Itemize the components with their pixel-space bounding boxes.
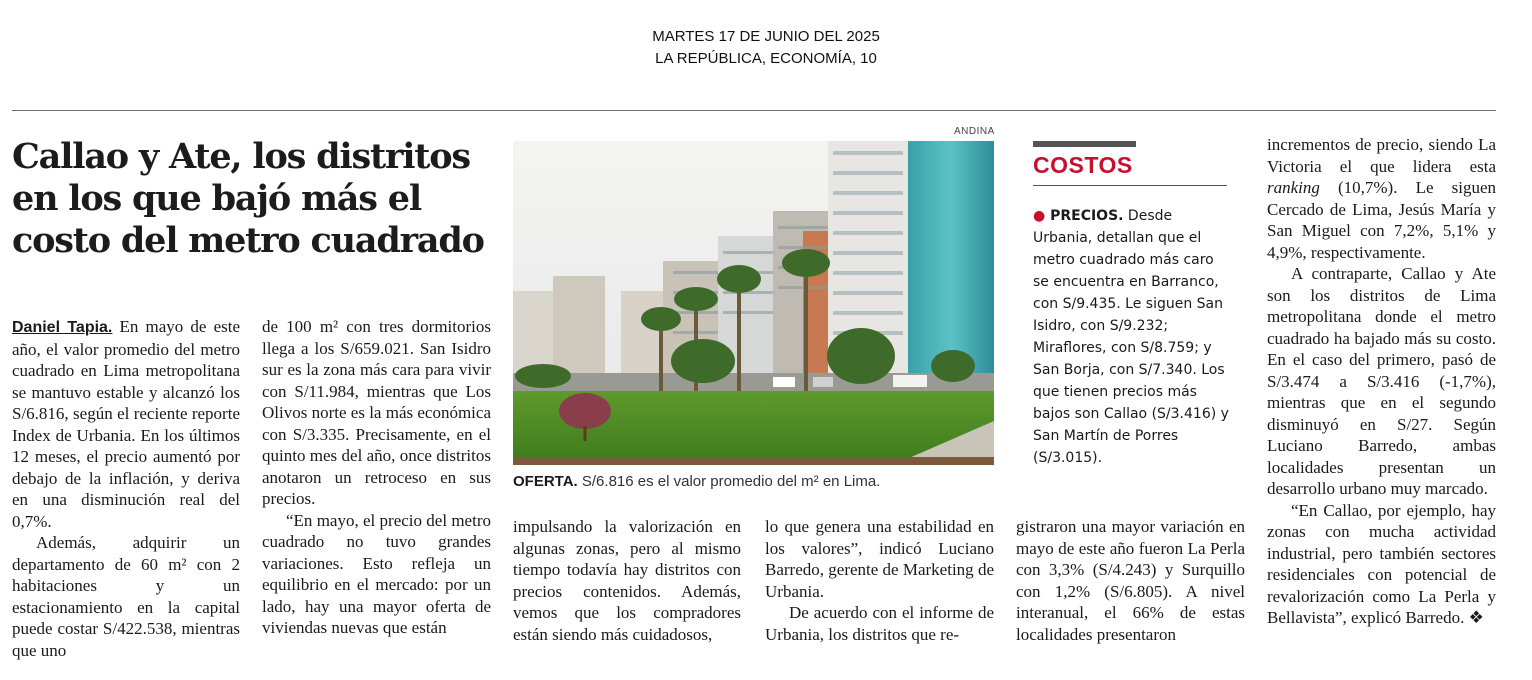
sidebar-text [1033, 205, 1233, 469]
paragraph-text: impulsando la valorización en algunas zonas, pero al mismo tiempo todavía hay distritos con precios contenidos. Además, vemos que los compradores están siendo más cuidadosos, [513, 517, 741, 644]
photo-credit: ANDINA [954, 126, 995, 137]
paragraph-text: incrementos de precio, siendo La Victoria el que lidera esta [1267, 135, 1496, 176]
sidebar-accent-bar [1033, 141, 1136, 147]
bullet-icon: ● [1033, 208, 1046, 224]
caption-label: OFERTA. [513, 473, 578, 490]
paragraph-text: de 100 m² con tres dormitorios llega a los S/659.021. San Isidro sur es la zona más cara para vivir con S/11.984, mientras que Los Olivos norte es la más económica con S/3.335. Precisamente, en el quinto mes del año, once distritos anotaron un retroceso en sus precios. [262, 317, 491, 508]
caption-text: S/6.816 es el valor promedio del m² en Lima. [577, 473, 881, 490]
issue-date: MARTES 17 DE JUNIO DEL 2025 [652, 28, 880, 45]
paragraph-text: “En mayo, el precio del metro cuadrado no tuvo grandes variaciones. Esto refleja un equilibrio en el mercado: por un lado, hay una mayor oferta de viviendas nuevas que están [262, 510, 491, 637]
paragraph-text: A contraparte, Callao y Ate son los distritos de Lima metropolitana donde el metro cuadrado ha bajado más su costo. En el caso del primero, pasó de S/3.474 a S/3.416 (-1,7%), mientras que en el segundo disminuyó en S/27. Según Luciano Barredo, ambas localidades presentan un desarrollo urbano muy marcado. [1267, 264, 1496, 498]
sidebar-lead: PRECIOS. [1045, 208, 1124, 224]
paragraph-text: gistraron una mayor variación en mayo de este año fueron La Perla con 3,3% (S/4.243) y Surquillo con 1,2% (S/6.805). A nivel interanual, el 66% de estas localidades presentaron [1016, 517, 1245, 644]
paragraph-text: “En Callao, por ejemplo, hay zonas con mucha actividad industrial, pero también sectores residenciales con potencial de revalorización como La Perla y Bellavista”, explicó Barredo. ❖ [1267, 500, 1496, 627]
paragraph-text: De acuerdo con el informe de Urbania, los distritos que re- [765, 603, 994, 644]
paragraph-text: En mayo de este año, el valor promedio del metro cuadrado en Lima metropolitana se mantuvo estable y alcanzó los S/6.816, según el reciente reporte Index de Urbania. En los últimos 12 meses, el precio aumentó por debajo de la inflación, y deriva en una disminución real del 0,7%. [12, 317, 240, 531]
paragraph-text: lo que genera una estabilidad en los valores”, indicó Luciano Barredo, gerente de Marketing de Urbania. [765, 517, 994, 601]
publication-section: LA REPÚBLICA, ECONOMÍA, 10 [655, 50, 877, 67]
article-photo [513, 141, 994, 465]
sidebar-title: COSTOS [1033, 152, 1133, 178]
article-column-1 [12, 316, 240, 661]
sidebar-body: Desde Urbania, detallan que el metro cuadrado más caro se encuentra en Barranco, con S/9.435. Le siguen San Isidro, con S/9.232; Miraflores, con S/8.759; y San Borja, con S/7.340. Los que tienen precios más bajos son Callao (S/3.416) y San Martín de Porres (S/3.015). [1033, 208, 1229, 466]
paragraph-text: (10,7%). Le siguen Cercado de Lima, Jesús María y San Miguel con 7,2%, 5,1% y 4,9%, respectivamente. [1267, 178, 1496, 262]
article-column-4 [765, 516, 994, 645]
article-headline: Callao y Ate, los distritos en los que bajó más el costo del metro cuadrado [12, 136, 484, 261]
article-column-3 [513, 516, 741, 645]
article-column-2 [262, 316, 491, 639]
article-column-6 [1267, 134, 1496, 629]
photo-caption [513, 472, 994, 492]
city-buildings-image [513, 141, 994, 465]
article-column-5 [1016, 516, 1245, 645]
sidebar-divider [1033, 185, 1227, 186]
header-divider [12, 110, 1496, 111]
author-byline[interactable]: Daniel Tapia. [12, 319, 113, 336]
paragraph-text: Además, adquirir un departamento de 60 m² con 2 habitaciones y un estacionamiento en la capital puede costar S/422.538, mientras que uno [12, 533, 240, 660]
emphasis-text: ranking [1267, 178, 1320, 197]
